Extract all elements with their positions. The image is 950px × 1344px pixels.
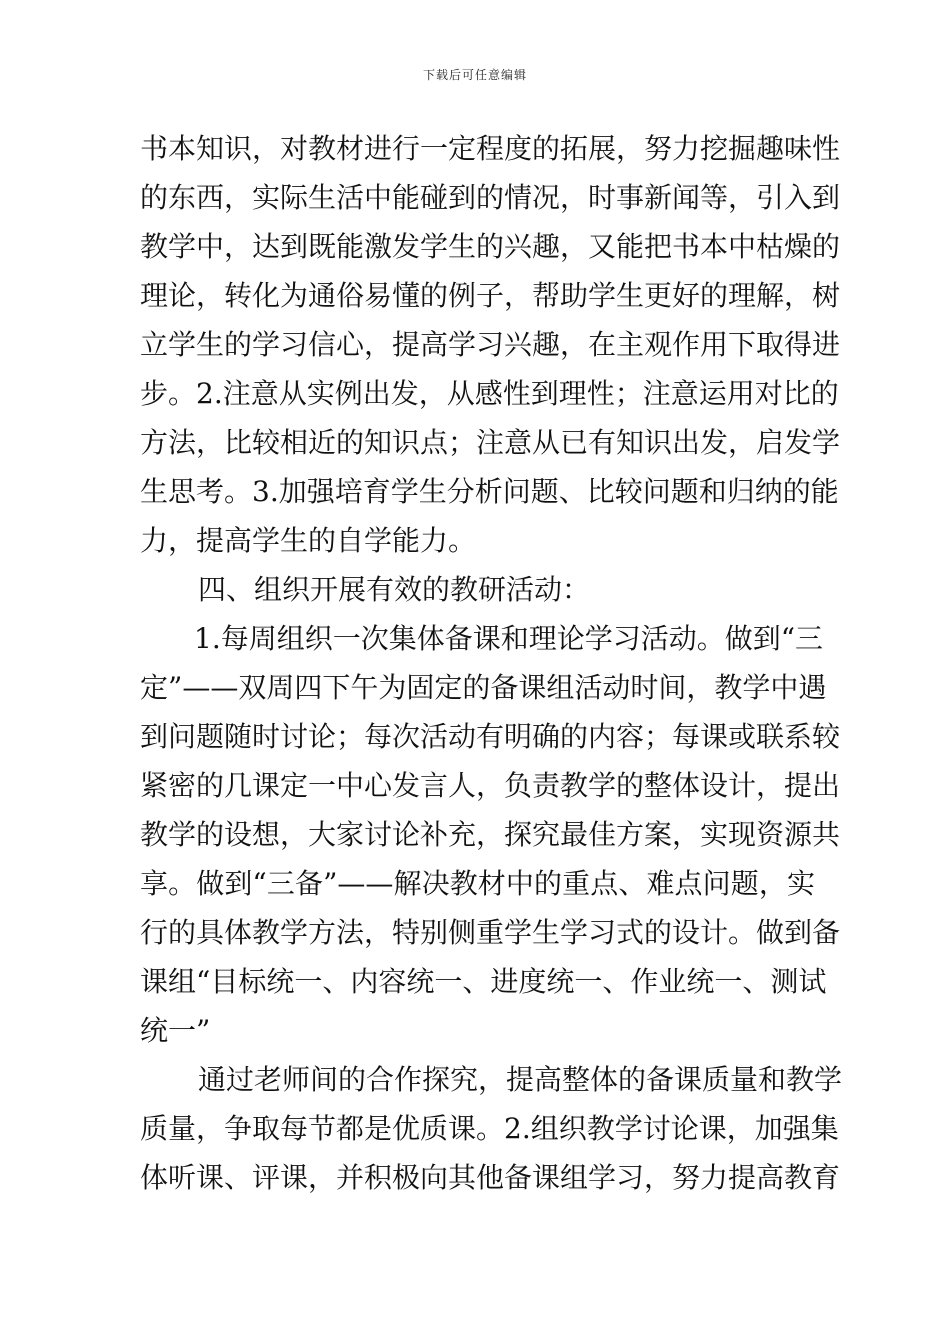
text-line: 定”——双周四下午为固定的备课组活动时间，教学中遇: [140, 671, 827, 704]
page-header: 下载后可任意编辑: [422, 68, 527, 82]
text-line: 行的具体教学方法，特别侧重学生学习式的设计。做到备: [140, 916, 841, 949]
text-line: 享。做到“三备”——解决教材中的重点、难点问题，实: [140, 867, 815, 900]
text-line: 课组“目标统一、内容统一、进度统一、作业统一、测试: [140, 965, 827, 998]
text-line: 步。2.注意从实例出发，从感性到理性；注意运用对比的: [140, 377, 839, 410]
text-line: 统一”: [140, 1014, 211, 1047]
text-line: 理论，转化为通俗易懂的例子，帮助学生更好的理解，树: [140, 279, 841, 312]
text-line: 的东西，实际生活中能碰到的情况，时事新闻等，引入到: [140, 181, 841, 214]
text-line: 教学的设想，大家讨论补充，探究最佳方案，实现资源共: [140, 818, 841, 851]
text-line: 1.每周组织一次集体备课和理论学习活动。做到“三: [194, 622, 824, 655]
text-line: 四、组织开展有效的教研活动：: [198, 573, 591, 606]
text-line: 书本知识，对教材进行一定程度的拓展，努力挖掘趣味性: [140, 132, 841, 165]
text-line: 体听课、评课，并积极向其他备课组学习，努力提高教育: [140, 1161, 841, 1194]
text-line: 方法，比较相近的知识点；注意从已有知识出发，启发学: [140, 426, 841, 459]
text-line: 通过老师间的合作探究，提高整体的备课质量和教学: [198, 1063, 843, 1096]
document-body: [140, 124, 843, 1202]
text-line: 到问题随时讨论；每次活动有明确的内容；每课或联系较: [140, 720, 841, 753]
text-line: 立学生的学习信心，提高学习兴趣，在主观作用下取得进: [140, 328, 841, 361]
text-line: 质量，争取每节都是优质课。2.组织教学讨论课，加强集: [140, 1112, 839, 1145]
text-line: 紧密的几课定一中心发言人，负责教学的整体设计，提出: [140, 769, 841, 802]
text-line: 力，提高学生的自学能力。: [140, 524, 477, 557]
text-line: 生思考。3.加强培育学生分析问题、比较问题和归纳的能: [140, 475, 839, 508]
text-line: 教学中，达到既能激发学生的兴趣，又能把书本中枯燥的: [140, 230, 841, 263]
